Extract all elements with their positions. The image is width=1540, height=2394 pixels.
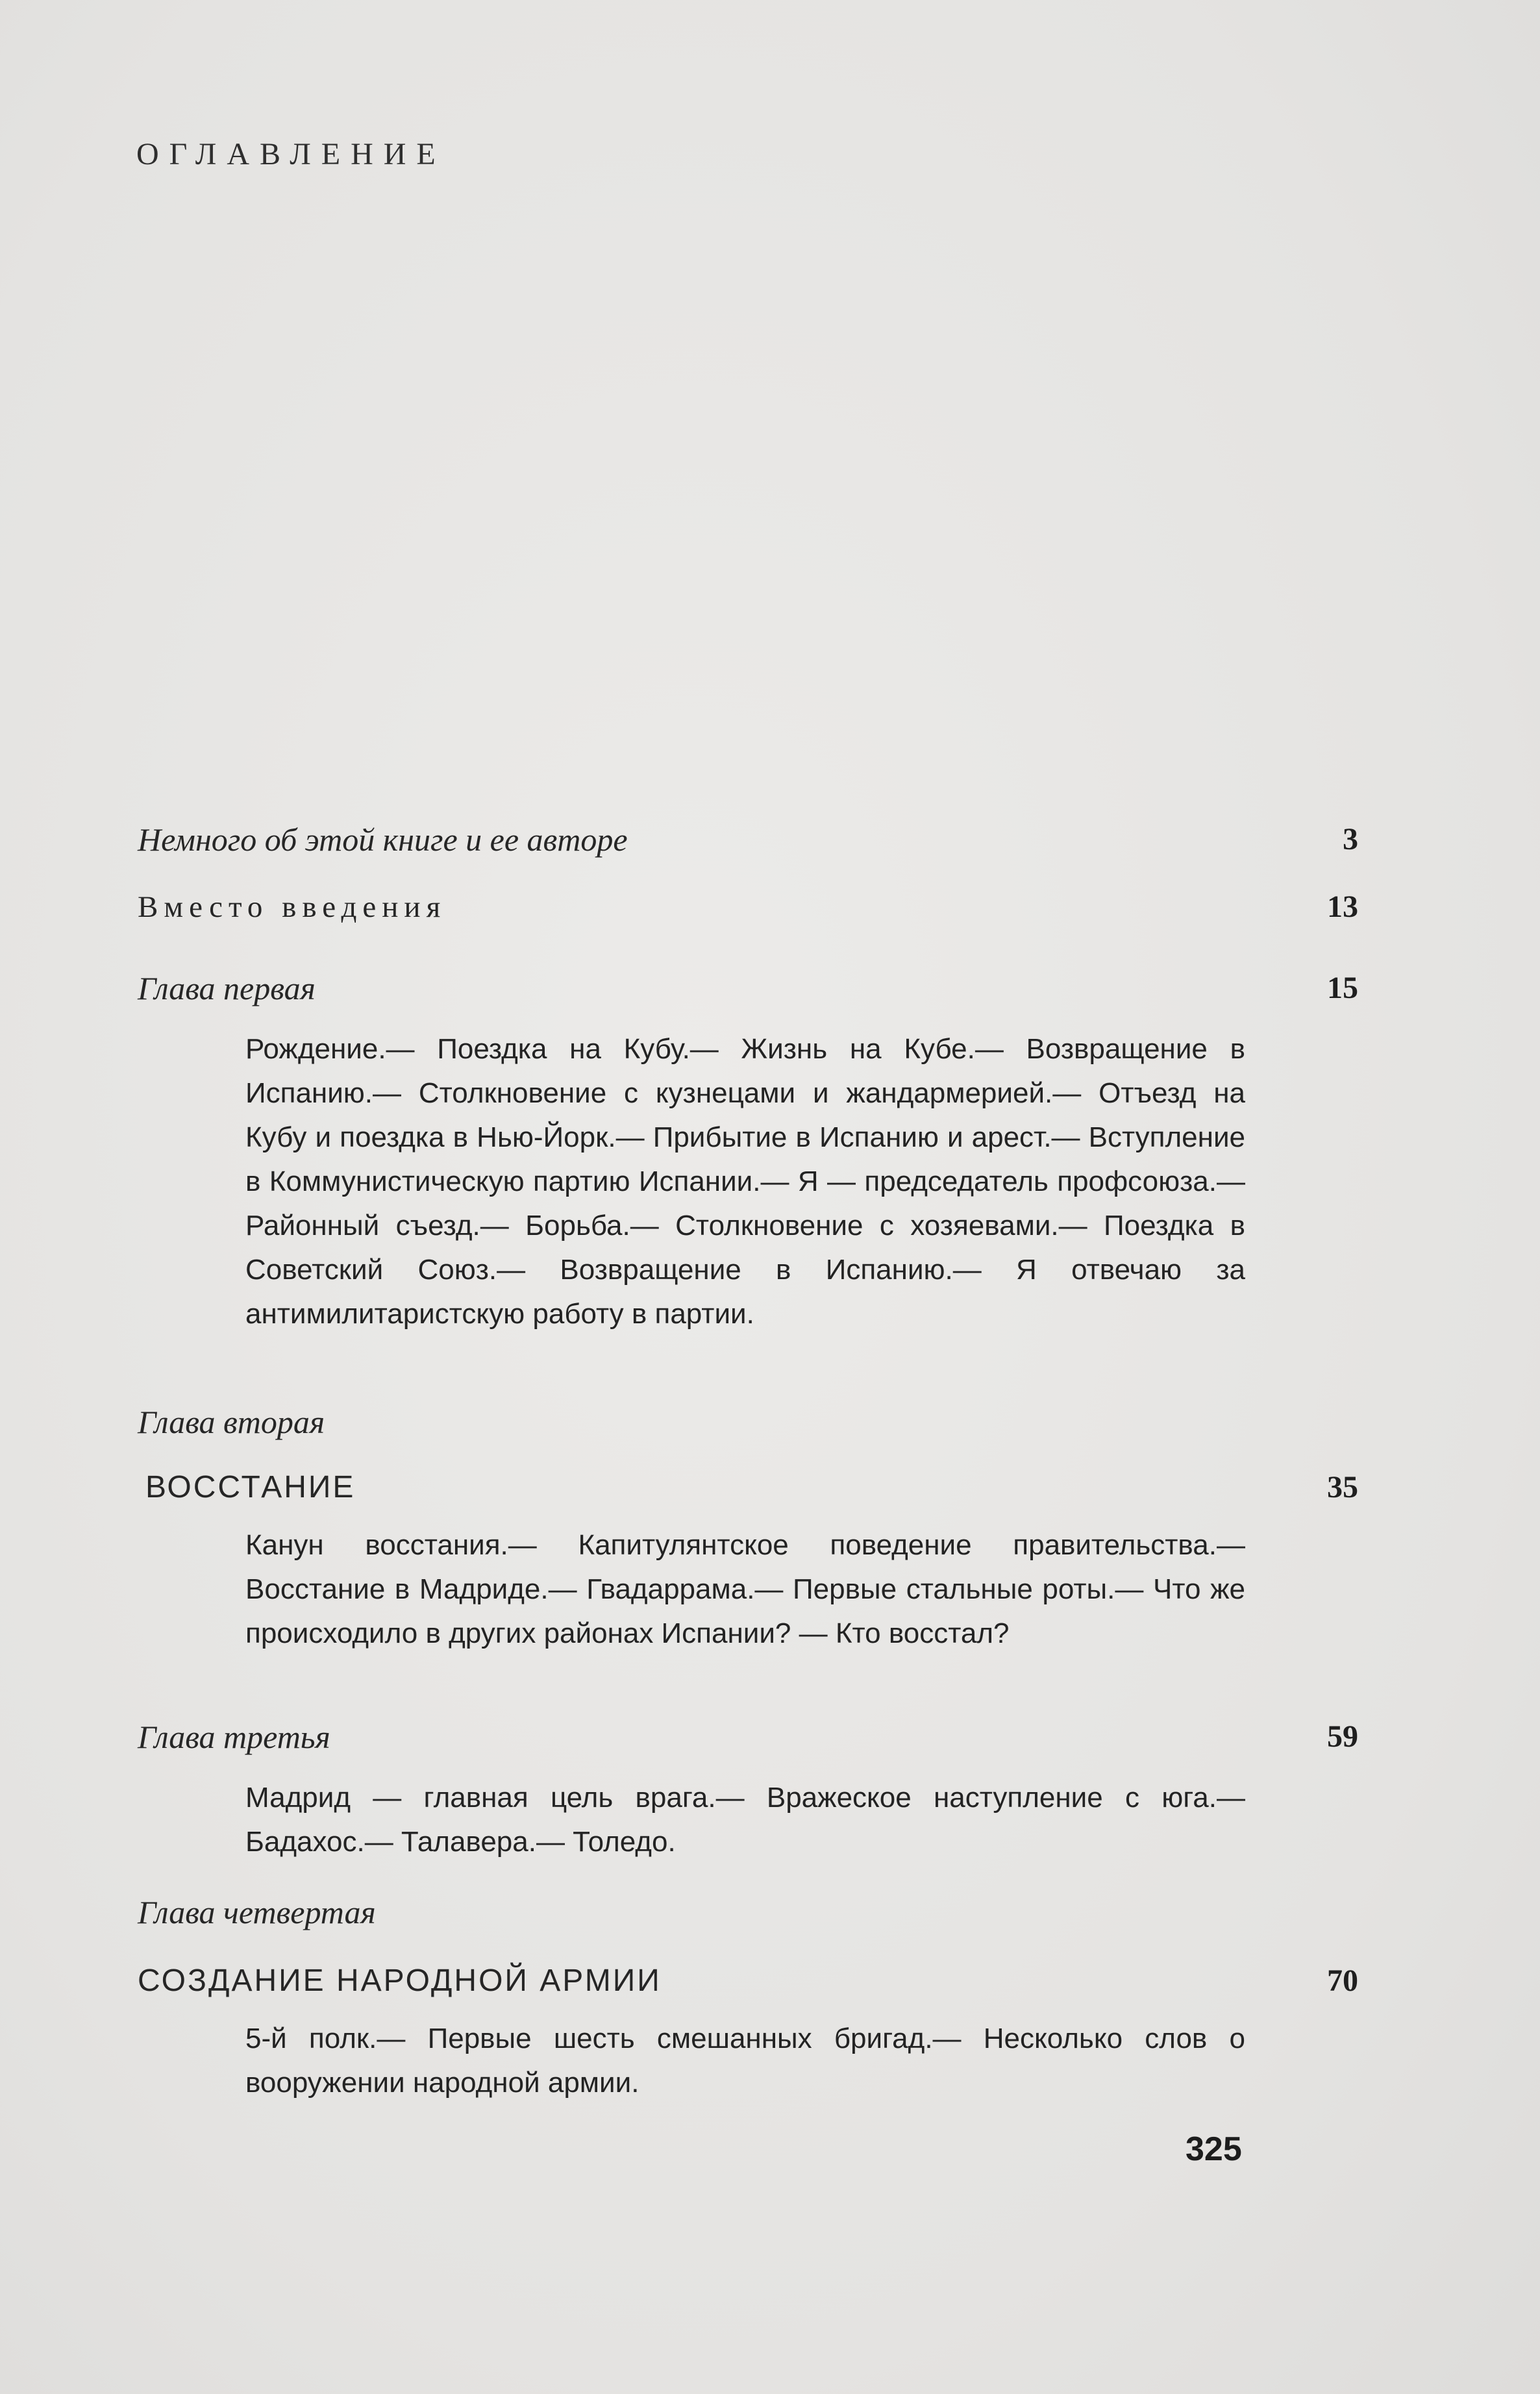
toc-entry-chapter-1[interactable] [138,966,1358,1011]
toc-page-number: 70 [1327,1964,1358,1998]
chapter-subtitle: СОЗДАНИЕ НАРОДНОЙ АРМИИ [138,1964,662,1998]
toc-entry-chapter-2[interactable] [138,1399,1358,1445]
chapter-4-summary: 5-й полк.— Первые шесть смешанных бригад.— Несколько слов о вооружении народной армии. [245,2023,1245,2099]
chapter-3-summary: Мадрид — главная цель врага.— Вражеское наступление с юга.— Бадахос.— Талавера.— Толедо. [245,1782,1245,1858]
toc-entry-chapter-3[interactable] [138,1714,1358,1760]
toc-page-number: 59 [1327,1719,1358,1754]
toc-page-number: 15 [1327,971,1358,1005]
chapter-1-summary: Рождение.— Поездка на Кубу.— Жизнь на Кубе.— Возвращение в Испанию.— Столкновение с кузнецами и жандармерией.— Отъезд на Кубу и поездка в Нью-Йорк.— Прибытие в Испанию и арест.— Вступление в Коммунистическую партию Испании.— Я — председатель профсоюза.— Районный съезд.— Борьба.— Столкновение с хозяевами.— Поездка в Советский Союз.— Возвращение в Испанию.— Я отвечаю за антимилитаристскую работу в партии. [245,1033,1245,1330]
chapter-subtitle: ВОССТАНИЕ [145,1470,356,1504]
toc-page-number: 35 [1327,1470,1358,1504]
toc-entry-chapter-4-subtitle[interactable] [138,1958,1358,2004]
contents-heading: ОГЛАВЛЕНИЕ [136,137,446,171]
page-folio-number: 325 [1186,2130,1242,2168]
chapter-title: Глава четвертая [138,1894,376,1930]
toc-page-number: 3 [1343,822,1358,856]
toc-entry-title: Вместо введения [138,890,447,924]
toc-page-number: 13 [1327,890,1358,924]
chapter-title: Глава первая [138,970,316,1006]
toc-entry-chapter-4[interactable] [138,1889,1358,1935]
toc-entry-chapter-2-subtitle[interactable] [138,1465,1358,1510]
toc-entry-introduction[interactable] [138,884,1358,930]
chapter-title: Глава третья [138,1719,330,1755]
chapter-2-summary: Канун восстания.— Капитулянтское поведение правительства.— Восстание в Мадриде.— Гвадаррама.— Первые стальные роты.— Что же происходило в других районах Испании? — Кто восстал? [245,1529,1245,1649]
chapter-title: Глава вторая [138,1404,325,1440]
toc-entry-title: Немного об этой книге и ее авторе [138,821,628,858]
toc-entry-foreword[interactable] [138,817,1358,862]
